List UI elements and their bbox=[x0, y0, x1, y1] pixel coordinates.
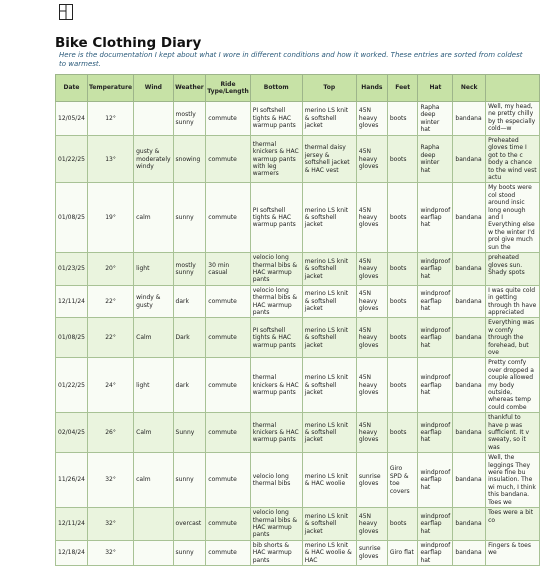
cell-feet: boots bbox=[387, 508, 418, 541]
cell-wind: light bbox=[134, 358, 173, 413]
cell-top: merino LS knit & HAC woolie & HAC bbox=[302, 540, 356, 565]
cell-notes: Fingers & toes we bbox=[486, 540, 540, 565]
cell-wind bbox=[134, 508, 173, 541]
cell-neck: bandana bbox=[453, 285, 486, 318]
cell-neck: bandana bbox=[453, 102, 486, 136]
cell-weather: dark bbox=[173, 285, 206, 318]
cell-feet: boots bbox=[387, 358, 418, 413]
cell-date: 01/08/25 bbox=[56, 318, 88, 358]
cell-notes: I was quite cold in getting through th have appreciated bbox=[486, 285, 540, 318]
cell-hat: Rapha deep winter hat bbox=[418, 136, 453, 183]
table-row bbox=[56, 358, 540, 413]
cell-feet: boots bbox=[387, 183, 418, 253]
cell-ride: commute bbox=[206, 318, 250, 358]
table-row bbox=[56, 413, 540, 453]
cell-temp: 24° bbox=[87, 358, 133, 413]
cell-ride: commute bbox=[206, 136, 250, 183]
cell-bottom: thermal knickers & HAC warmup pants with leg warmers bbox=[250, 136, 302, 183]
cell-weather: snowing bbox=[173, 136, 206, 183]
cell-hands: 45N heavy gloves bbox=[356, 318, 387, 358]
cell-hat: windproof earflap hat bbox=[418, 508, 453, 541]
cell-weather: sunny bbox=[173, 540, 206, 565]
cell-temp: 32° bbox=[87, 540, 133, 565]
cell-temp: 22° bbox=[87, 318, 133, 358]
cell-bottom: thermal knickers & HAC warmup pants bbox=[250, 358, 302, 413]
table-row bbox=[56, 453, 540, 508]
column-header: Date bbox=[56, 75, 88, 102]
column-header: Hands bbox=[356, 75, 387, 102]
site-logo-icon bbox=[59, 4, 73, 20]
cell-notes: thankful to have p was sufficient. It v sweaty, so it was bbox=[486, 413, 540, 453]
cell-bottom: velocio long thermal bibs & HAC warmup pants bbox=[250, 508, 302, 541]
cell-notes: preheated gloves sun. Shady spots bbox=[486, 253, 540, 286]
cell-neck: bandana bbox=[453, 413, 486, 453]
cell-neck: bandana bbox=[453, 253, 486, 286]
cell-ride: commute bbox=[206, 413, 250, 453]
cell-temp: 32° bbox=[87, 453, 133, 508]
column-header bbox=[486, 75, 540, 102]
cell-bottom: PI softshell tights & HAC warmup pants bbox=[250, 102, 302, 136]
cell-ride: commute bbox=[206, 453, 250, 508]
cell-hat: windproof earflap hat bbox=[418, 285, 453, 318]
cell-neck: bandana bbox=[453, 136, 486, 183]
cell-hat: windproof earflap hat bbox=[418, 540, 453, 565]
cell-bottom: PI softshell tights & HAC warmup pants bbox=[250, 318, 302, 358]
cell-hands: 45N heavy gloves bbox=[356, 285, 387, 318]
cell-hands: sunrise gloves bbox=[356, 540, 387, 565]
column-header: Ride Type/Length bbox=[206, 75, 250, 102]
cell-neck: bandana bbox=[453, 453, 486, 508]
cell-hands: sunrise gloves bbox=[356, 453, 387, 508]
cell-notes: My boots were col stood around insic long enough and I Everything else w the winter I'd prol give much sun the bbox=[486, 183, 540, 253]
cell-temp: 26° bbox=[87, 413, 133, 453]
cell-feet: boots bbox=[387, 285, 418, 318]
cell-date: 12/05/24 bbox=[56, 102, 88, 136]
cell-neck: bandana bbox=[453, 540, 486, 565]
page-subtitle: Here is the documentation I kept about what I wore in different conditions and how it worked. These entries are sorted from coldest to warmest. bbox=[59, 51, 523, 68]
cell-hat: windproof earflap hat bbox=[418, 318, 453, 358]
cell-temp: 12° bbox=[87, 102, 133, 136]
cell-feet: boots bbox=[387, 102, 418, 136]
cell-neck: bandana bbox=[453, 358, 486, 413]
cell-bottom: PI softshell tights & HAC warmup pants bbox=[250, 183, 302, 253]
cell-ride: commute bbox=[206, 285, 250, 318]
cell-hat: windproof earflap hat bbox=[418, 253, 453, 286]
clothing-diary-table bbox=[55, 74, 540, 566]
cell-date: 01/23/25 bbox=[56, 253, 88, 286]
cell-weather: overcast bbox=[173, 508, 206, 541]
cell-bottom: velocio long thermal bibs & HAC warmup pants bbox=[250, 285, 302, 318]
cell-feet: Giro flat bbox=[387, 540, 418, 565]
cell-hands: 45N heavy gloves bbox=[356, 358, 387, 413]
column-header: Bottom bbox=[250, 75, 302, 102]
cell-ride: commute bbox=[206, 358, 250, 413]
table-row bbox=[56, 540, 540, 565]
cell-temp: 20° bbox=[87, 253, 133, 286]
cell-date: 01/22/25 bbox=[56, 358, 88, 413]
cell-bottom: thermal knickers & HAC warmup pants bbox=[250, 413, 302, 453]
cell-bottom: velocio long thermal bibs & HAC warmup pants bbox=[250, 253, 302, 286]
column-header: Feet bbox=[387, 75, 418, 102]
cell-hat: windproof earflap hat bbox=[418, 183, 453, 253]
cell-hands: 45N heavy gloves bbox=[356, 508, 387, 541]
cell-hands: 45N heavy gloves bbox=[356, 413, 387, 453]
cell-temp: 19° bbox=[87, 183, 133, 253]
cell-ride: commute bbox=[206, 508, 250, 541]
cell-ride: 30 min casual bbox=[206, 253, 250, 286]
cell-ride: commute bbox=[206, 102, 250, 136]
cell-temp: 22° bbox=[87, 285, 133, 318]
cell-date: 12/11/24 bbox=[56, 285, 88, 318]
table-row bbox=[56, 102, 540, 136]
cell-wind: calm bbox=[134, 453, 173, 508]
cell-hat: windproof earflap hat bbox=[418, 413, 453, 453]
table-row bbox=[56, 253, 540, 286]
cell-top: merino LS knit & softshell jacket bbox=[302, 253, 356, 286]
cell-hat: windproof earflap hat bbox=[418, 358, 453, 413]
cell-feet: boots bbox=[387, 318, 418, 358]
column-header: Neck bbox=[453, 75, 486, 102]
cell-weather: mostly sunny bbox=[173, 253, 206, 286]
cell-hands: 45N heavy gloves bbox=[356, 253, 387, 286]
cell-notes: Well, my head, ne pretty chilly by th especially cold—w bbox=[486, 102, 540, 136]
cell-hands: 45N heavy gloves bbox=[356, 183, 387, 253]
cell-feet: boots bbox=[387, 136, 418, 183]
table-row bbox=[56, 285, 540, 318]
column-header: Weather bbox=[173, 75, 206, 102]
cell-neck: bandana bbox=[453, 508, 486, 541]
cell-top: merino LS knit & softshell jacket bbox=[302, 285, 356, 318]
cell-feet: boots bbox=[387, 253, 418, 286]
cell-bottom: bib shorts & HAC warmup pants bbox=[250, 540, 302, 565]
cell-top: merino LS knit & softshell jacket bbox=[302, 183, 356, 253]
cell-date: 12/18/24 bbox=[56, 540, 88, 565]
cell-date: 01/08/25 bbox=[56, 183, 88, 253]
table-row bbox=[56, 136, 540, 183]
cell-notes: Everything was w comfy through the forehead, but ove bbox=[486, 318, 540, 358]
table-row bbox=[56, 318, 540, 358]
table-row bbox=[56, 508, 540, 541]
cell-weather: mostly sunny bbox=[173, 102, 206, 136]
cell-top: merino LS knit & softshell jacket bbox=[302, 358, 356, 413]
cell-neck: bandana bbox=[453, 318, 486, 358]
cell-date: 12/11/24 bbox=[56, 508, 88, 541]
cell-top: thermal daisy jersey & softshell jacket & HAC vest bbox=[302, 136, 356, 183]
cell-ride: commute bbox=[206, 540, 250, 565]
table-row bbox=[56, 183, 540, 253]
cell-top: merino LS knit & softshell jacket bbox=[302, 413, 356, 453]
page-title: Bike Clothing Diary bbox=[55, 35, 202, 51]
cell-bottom: velocio long thermal bibs bbox=[250, 453, 302, 508]
cell-date: 11/26/24 bbox=[56, 453, 88, 508]
cell-wind: calm bbox=[134, 183, 173, 253]
cell-weather: Dark bbox=[173, 318, 206, 358]
cell-hands: 45N heavy gloves bbox=[356, 102, 387, 136]
column-header: Hat bbox=[418, 75, 453, 102]
cell-hat: windproof earflap hat bbox=[418, 453, 453, 508]
cell-feet: Giro SPD & toe covers bbox=[387, 453, 418, 508]
cell-wind bbox=[134, 540, 173, 565]
cell-top: merino LS knit & softshell jacket bbox=[302, 102, 356, 136]
cell-wind: Calm bbox=[134, 413, 173, 453]
cell-weather: Sunny bbox=[173, 413, 206, 453]
column-header: Temperature bbox=[87, 75, 133, 102]
cell-temp: 32° bbox=[87, 508, 133, 541]
cell-top: merino LS knit & softshell jacket bbox=[302, 508, 356, 541]
cell-feet: boots bbox=[387, 413, 418, 453]
cell-wind: gusty & moderately windy bbox=[134, 136, 173, 183]
cell-neck: bandana bbox=[453, 183, 486, 253]
cell-weather: sunny bbox=[173, 453, 206, 508]
cell-weather: sunny bbox=[173, 183, 206, 253]
column-header: Wind bbox=[134, 75, 173, 102]
table-header-row bbox=[56, 75, 540, 102]
cell-wind: light bbox=[134, 253, 173, 286]
cell-temp: 13° bbox=[87, 136, 133, 183]
cell-ride: commute bbox=[206, 183, 250, 253]
cell-notes: Preheated gloves time I got to the c body a chance to the wind vest actu bbox=[486, 136, 540, 183]
cell-wind bbox=[134, 102, 173, 136]
cell-hat: Rapha deep winter hat bbox=[418, 102, 453, 136]
column-header: Top bbox=[302, 75, 356, 102]
cell-date: 01/22/25 bbox=[56, 136, 88, 183]
cell-notes: Toes were a bit co bbox=[486, 508, 540, 541]
cell-top: merino LS knit & softshell jacket bbox=[302, 318, 356, 358]
cell-hands: 45N heavy gloves bbox=[356, 136, 387, 183]
cell-date: 02/04/25 bbox=[56, 413, 88, 453]
cell-top: merino LS knit & HAC woolie bbox=[302, 453, 356, 508]
cell-wind: Calm bbox=[134, 318, 173, 358]
cell-notes: Well, the leggings They were fine bu insulation. The wi much, I think this bandana. Toes we bbox=[486, 453, 540, 508]
cell-notes: Pretty comfy over dropped a couple allowed my body outside, whereas temp could combe bbox=[486, 358, 540, 413]
cell-weather: dark bbox=[173, 358, 206, 413]
cell-wind: windy & gusty bbox=[134, 285, 173, 318]
